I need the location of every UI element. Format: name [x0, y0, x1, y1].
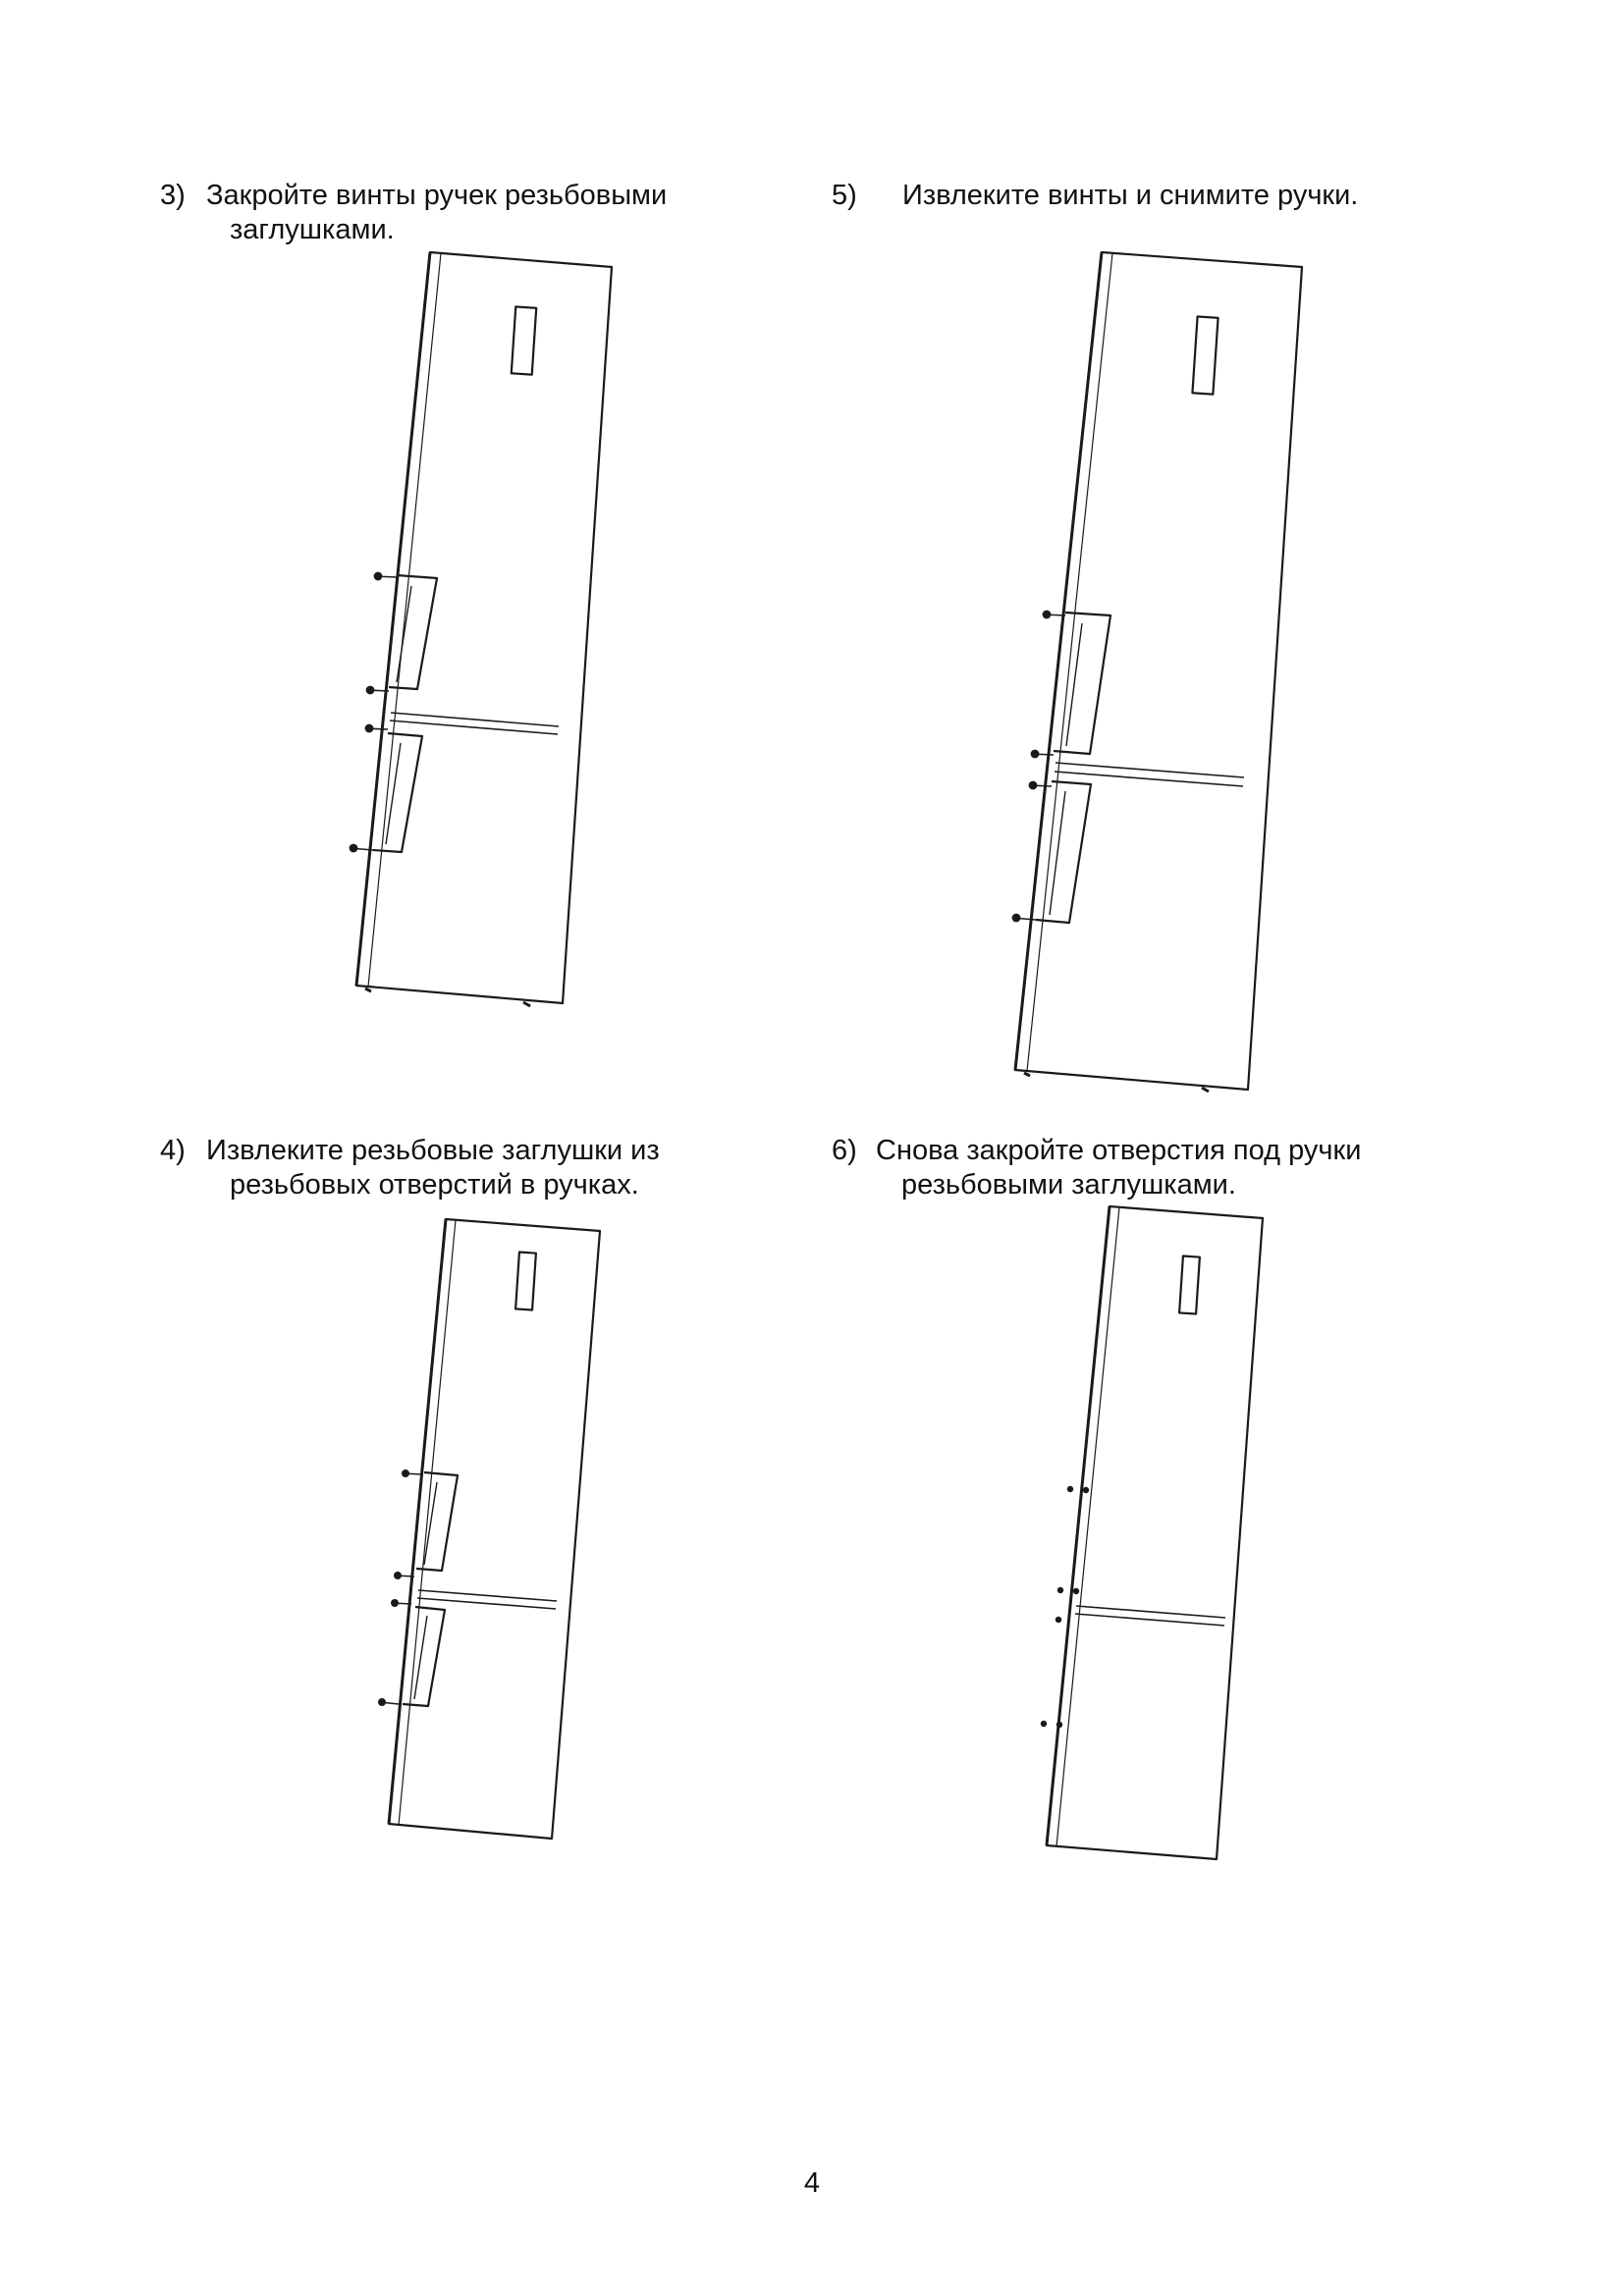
plug — [1057, 1587, 1063, 1593]
plug — [1056, 1722, 1062, 1728]
fridge-side-panel — [1047, 1206, 1110, 1845]
step-text-line-1: Закройте винты ручек резьбовыми — [206, 180, 668, 211]
plug — [1073, 1588, 1079, 1594]
step-number: 3) — [160, 180, 186, 211]
fridge-body-outline — [1047, 1206, 1263, 1859]
step-number: 6) — [832, 1135, 857, 1166]
step-text-line-2: резьбовыми заглушками. — [901, 1169, 1236, 1201]
step-text-line-2: резьбовых отверстий в ручках. — [230, 1169, 639, 1201]
step-text-line-2: заглушками. — [230, 214, 395, 245]
door-gap — [1075, 1606, 1225, 1626]
fridge-front-edge — [1056, 1207, 1119, 1846]
page-number: 4 — [803, 2167, 821, 2199]
plug — [1083, 1487, 1089, 1493]
plug — [1067, 1486, 1073, 1492]
step-number: 5) — [832, 180, 857, 211]
step-text-line-1: Извлеките резьбовые заглушки из — [206, 1135, 660, 1166]
plug — [1056, 1617, 1061, 1623]
plug — [1041, 1721, 1047, 1727]
step-number: 4) — [160, 1135, 186, 1166]
step-text-line-1: Извлеките винты и снимите ручки. — [902, 180, 1359, 211]
control-panel — [1179, 1256, 1200, 1314]
step-text-line-1: Снова закройте отверстия под ручки — [876, 1135, 1362, 1166]
